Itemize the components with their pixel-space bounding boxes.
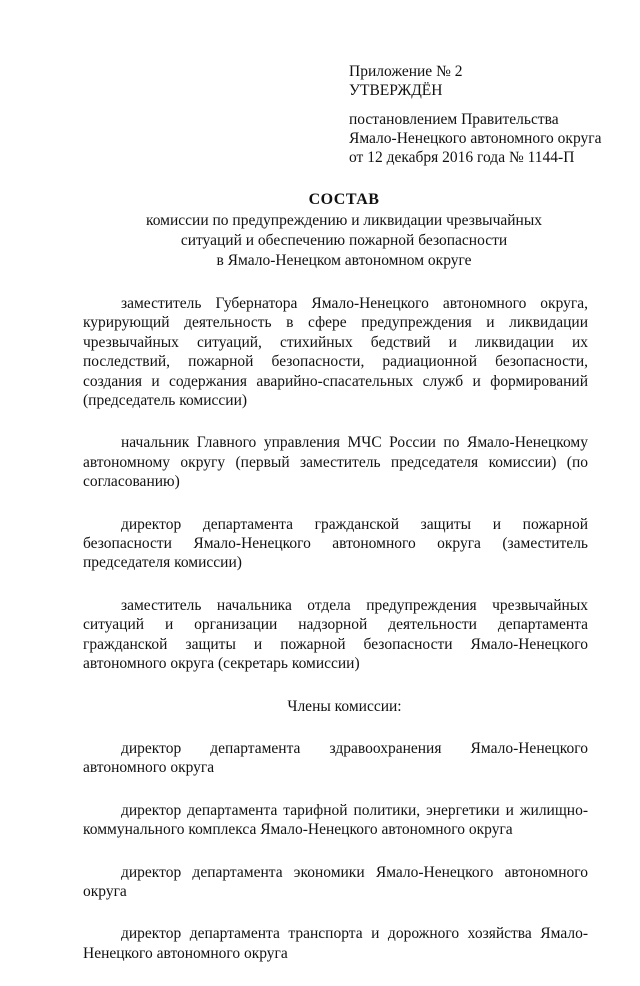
paragraph-chairman: заместитель Губернатора Ямало-Ненецкого автономного округа, курирующий деятельность в сфере предупреждения и ликвидации чрезвычайных ситуаций, стихийных бедствий и ликвидации их последствий, пожарной безопасности, радиационной безопасности, создания и содержания аварийно-спасательных служб и формирований (председатель комиссии) bbox=[83, 295, 588, 410]
approval-line-1: постановлением Правительства bbox=[349, 111, 559, 128]
approval-line-3: от 12 декабря 2016 года № 1144-П bbox=[349, 149, 575, 166]
paragraph-member-health: директор департамента здравоохранения Ямало-Ненецкого автономного округа bbox=[83, 739, 588, 777]
title-line-3: в Ямало-Ненецком автономном округе bbox=[216, 252, 472, 269]
title-line-1: комиссии по предупреждению и ликвидации чрезвычайных bbox=[145, 212, 542, 229]
approval-line-2: Ямало-Ненецкого автономного округа bbox=[349, 130, 602, 147]
appendix-label: Приложение № 2 bbox=[349, 63, 463, 80]
paragraph-member-transport: директор департамента транспорта и дорожного хозяйства Ямало-Ненецкого автономного округа bbox=[83, 925, 588, 962]
title-line-2: ситуаций и обеспечению пожарной безопасности bbox=[180, 232, 508, 249]
paragraph-secretary: заместитель начальника отдела предупреждения чрезвычайных ситуаций и организации надзорной деятельности департамента гражданской защиты и пожарной безопасности Ямало-Ненецкого автономного округа (секретарь комиссии) bbox=[83, 596, 588, 673]
document-title: СОСТАВ bbox=[308, 191, 380, 208]
document-title-block bbox=[80, 190, 608, 271]
document-body bbox=[83, 294, 588, 986]
paragraph-deputy: директор департамента гражданской защиты и пожарной безопасности Ямало-Ненецкого автономного округа (заместитель председателя комиссии) bbox=[83, 515, 588, 572]
approved-label: УТВЕРЖДЁН bbox=[349, 82, 443, 99]
paragraph-member-tariff: директор департамента тарифной политики, энергетики и жилищно-коммунального комплекса Ямало-Ненецкого автономного округа bbox=[83, 801, 588, 839]
approval-header bbox=[349, 62, 629, 167]
header-spacer bbox=[349, 100, 629, 110]
paragraph-first-deputy: начальник Главного управления МЧС России по Ямало-Ненецкому автономному округу (первый заместитель председателя комиссии) (по согласованию) bbox=[83, 434, 588, 491]
members-heading: Члены комиссии: bbox=[287, 697, 402, 715]
paragraph-member-economy: директор департамента экономики Ямало-Ненецкого автономного округа bbox=[83, 863, 588, 900]
